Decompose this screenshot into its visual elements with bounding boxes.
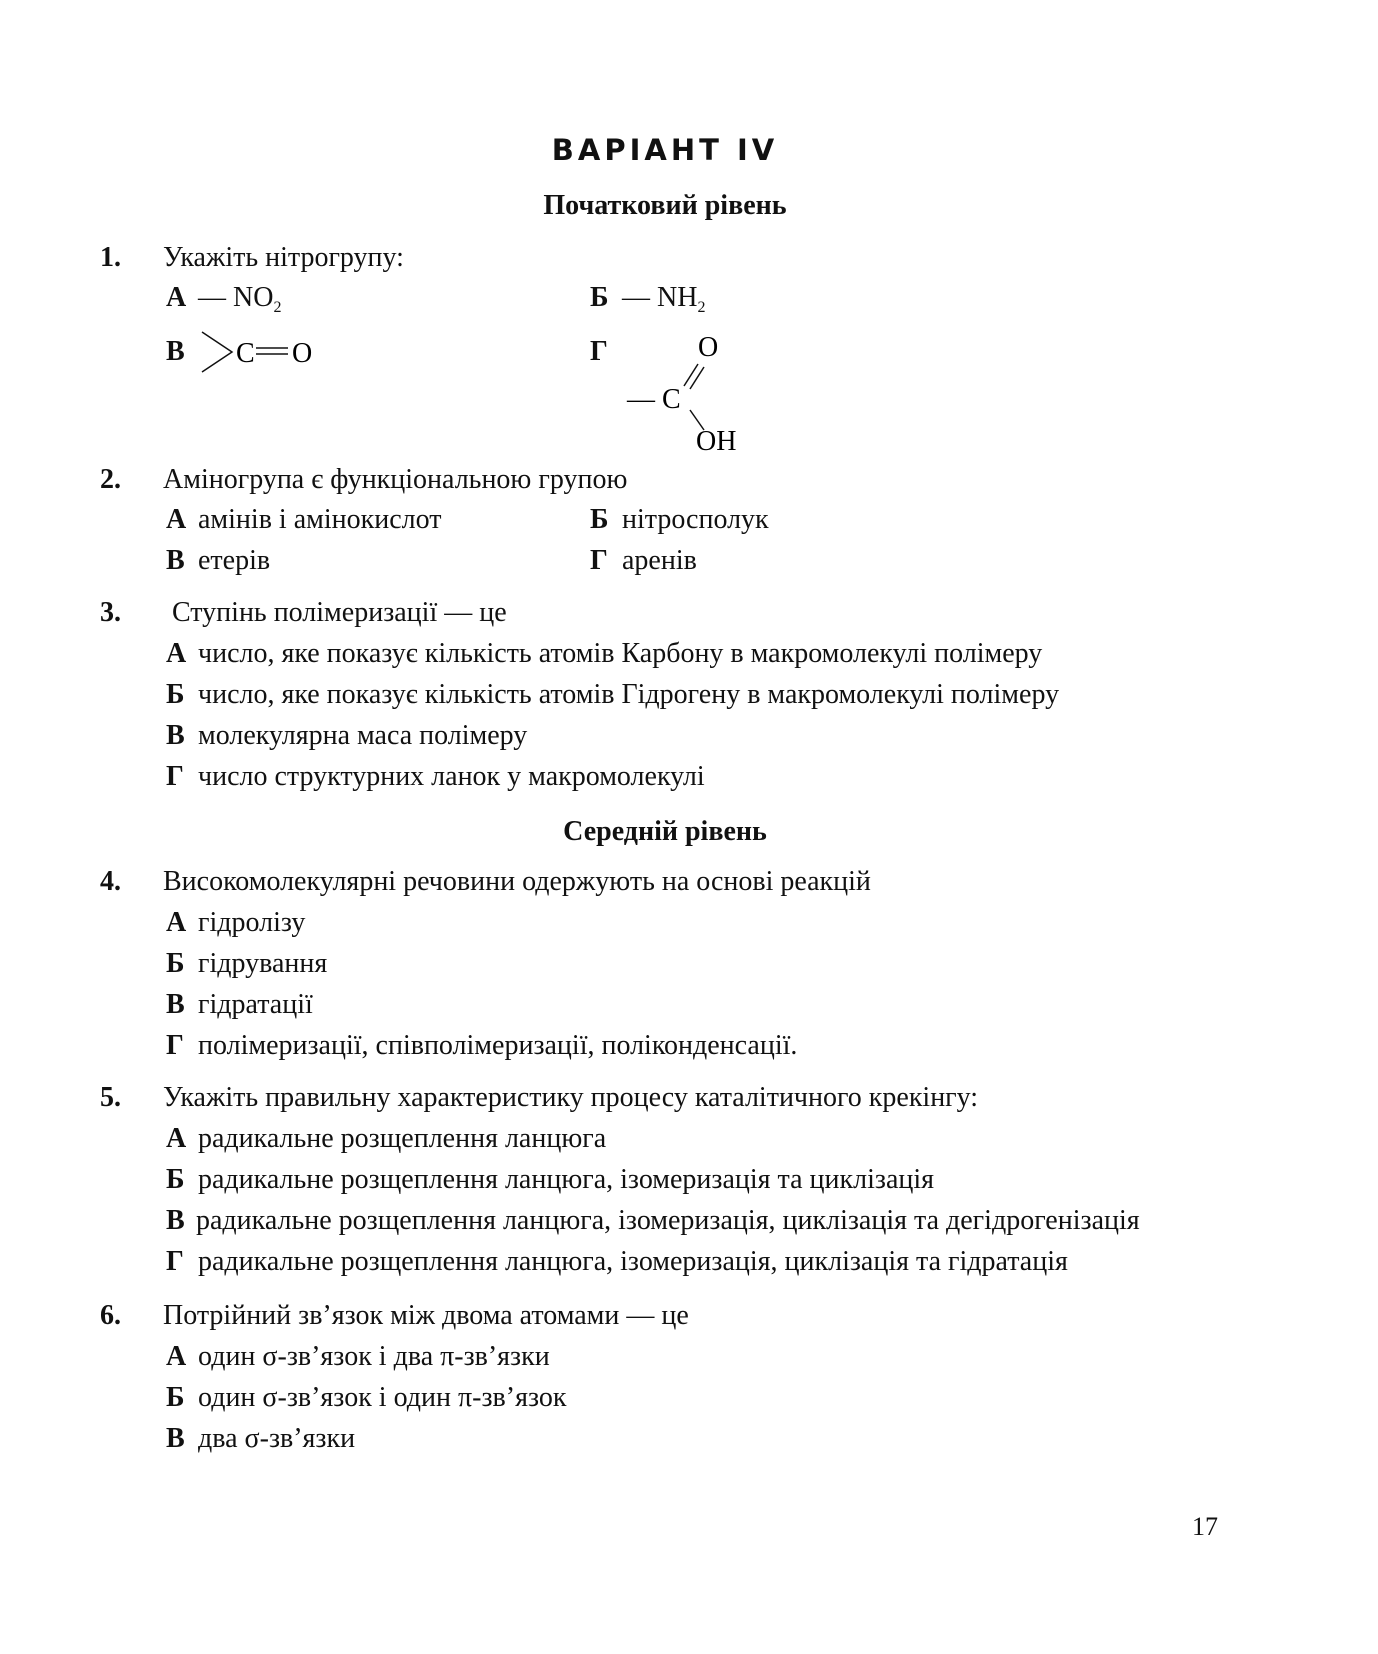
section-heading-initial: Початковий рівень (543, 190, 787, 221)
option-text: молекулярна маса полімеру (198, 720, 528, 751)
option-formula-subscript: 2 (273, 299, 282, 316)
option-d[interactable] (590, 545, 697, 577)
option-text: число, яке показує кількість атомів Гідрогену в макромолекулі полімеру (198, 679, 1060, 710)
question-number: 2. (100, 464, 121, 495)
question-number: 1. (100, 242, 121, 273)
option-b[interactable] (166, 1164, 934, 1196)
question-text: Потрійний зв’язок між двома атомами — це (163, 1300, 689, 1331)
option-d[interactable] (166, 1030, 797, 1062)
section-heading-middle: Середній рівень (563, 816, 767, 847)
option-d[interactable] (166, 761, 705, 793)
option-text: амінів і амінокислот (198, 504, 442, 535)
option-letter: Б (166, 1382, 185, 1413)
option-b[interactable] (590, 282, 705, 317)
bond-lines (202, 332, 232, 372)
page-title: ВАРІАНТ IV (551, 133, 779, 167)
option-text: нітросполук (622, 504, 769, 535)
option-text: радикальне розщеплення ланцюга, ізомеризація, циклізація та дегідрогенізація (196, 1205, 1140, 1236)
option-c[interactable] (166, 1205, 1140, 1237)
option-text: радикальне розщеплення ланцюга (198, 1123, 607, 1154)
option-letter: Б (166, 948, 185, 979)
carbonyl-structure (198, 328, 328, 376)
option-text: етерів (198, 545, 271, 576)
option-a[interactable] (166, 282, 281, 317)
option-letter: А (166, 504, 187, 535)
option-letter: А (166, 907, 187, 938)
option-a[interactable] (166, 504, 441, 536)
option-b[interactable] (166, 1382, 566, 1414)
option-a[interactable] (166, 1341, 550, 1373)
question-text: Укажіть нітрогрупу: (163, 242, 404, 273)
option-text: аренів (622, 545, 697, 576)
option-letter: В (166, 336, 185, 367)
option-letter: А (166, 1123, 187, 1154)
double-bond-line (684, 364, 698, 386)
option-a[interactable] (166, 1123, 606, 1155)
option-letter: Г (590, 336, 608, 367)
option-text: число структурних ланок у макромолекулі (198, 761, 705, 792)
atom-carbon: C (236, 338, 255, 369)
option-letter: Г (166, 761, 184, 792)
option-letter: А (166, 638, 187, 669)
option-formula: — NO (198, 282, 274, 313)
option-letter: В (166, 989, 185, 1020)
option-letter: А (166, 1341, 187, 1372)
option-text: два σ-зв’язки (198, 1423, 356, 1454)
option-letter: Б (590, 282, 609, 313)
option-text: гідрування (198, 948, 328, 979)
question-text: Високомолекулярні речовини одержують на основі реакцій (163, 866, 871, 897)
question-text: Ступінь полімеризації — це (172, 597, 507, 628)
option-letter: Б (166, 1164, 185, 1195)
option-b[interactable] (590, 504, 769, 536)
option-a[interactable] (166, 907, 305, 939)
option-letter: Б (166, 679, 185, 710)
question-text: Аміногрупа є функціональною групою (163, 464, 628, 495)
option-letter: В (166, 720, 185, 751)
option-formula-subscript: 2 (697, 299, 706, 316)
hydroxyl-group: OH (696, 426, 737, 456)
atom-oxygen: O (292, 338, 313, 369)
carboxyl-structure (620, 330, 740, 456)
option-text: число, яке показує кількість атомів Карбону в макромолекулі полімеру (198, 638, 1043, 669)
option-letter: Г (166, 1030, 184, 1061)
question-text: Укажіть правильну характеристику процесу каталітичного крекінгу: (163, 1082, 979, 1113)
option-letter: Б (590, 504, 609, 535)
option-a[interactable] (166, 638, 1042, 670)
question-number: 3. (100, 597, 121, 628)
option-letter: А (166, 282, 187, 313)
double-bond-line (690, 367, 704, 389)
option-b[interactable] (166, 948, 327, 980)
option-letter: Г (590, 545, 608, 576)
option-letter: В (166, 1205, 185, 1236)
option-text: радикальне розщеплення ланцюга, ізомеризація та циклізація (198, 1164, 935, 1195)
option-d[interactable] (166, 1246, 1068, 1278)
option-text: радикальне розщеплення ланцюга, ізомеризація, циклізація та гідратація (198, 1246, 1068, 1277)
option-c[interactable] (166, 336, 198, 368)
option-c[interactable] (166, 1423, 355, 1455)
atom-oxygen: O (698, 332, 719, 363)
option-text: один σ-зв’язок і два π-зв’язки (198, 1341, 550, 1372)
option-c[interactable] (166, 720, 527, 752)
carbon-group: — C (627, 384, 681, 415)
option-c[interactable] (166, 989, 313, 1021)
option-b[interactable] (166, 679, 1059, 711)
option-text: полімеризації, співполімеризації, поліконденсації. (198, 1030, 798, 1061)
option-letter: В (166, 1423, 185, 1454)
option-formula: — NH (622, 282, 698, 313)
question-number: 5. (100, 1082, 121, 1113)
question-number: 6. (100, 1300, 121, 1331)
option-text: один σ-зв’язок і один π-зв’язок (198, 1382, 567, 1413)
option-text: гідратації (198, 989, 313, 1020)
option-d[interactable] (590, 336, 622, 368)
option-letter: Г (166, 1246, 184, 1277)
page-number: 17 (1192, 1512, 1218, 1541)
option-letter: В (166, 545, 185, 576)
question-number: 4. (100, 866, 121, 897)
option-text: гідролізу (198, 907, 306, 938)
option-c[interactable] (166, 545, 270, 577)
